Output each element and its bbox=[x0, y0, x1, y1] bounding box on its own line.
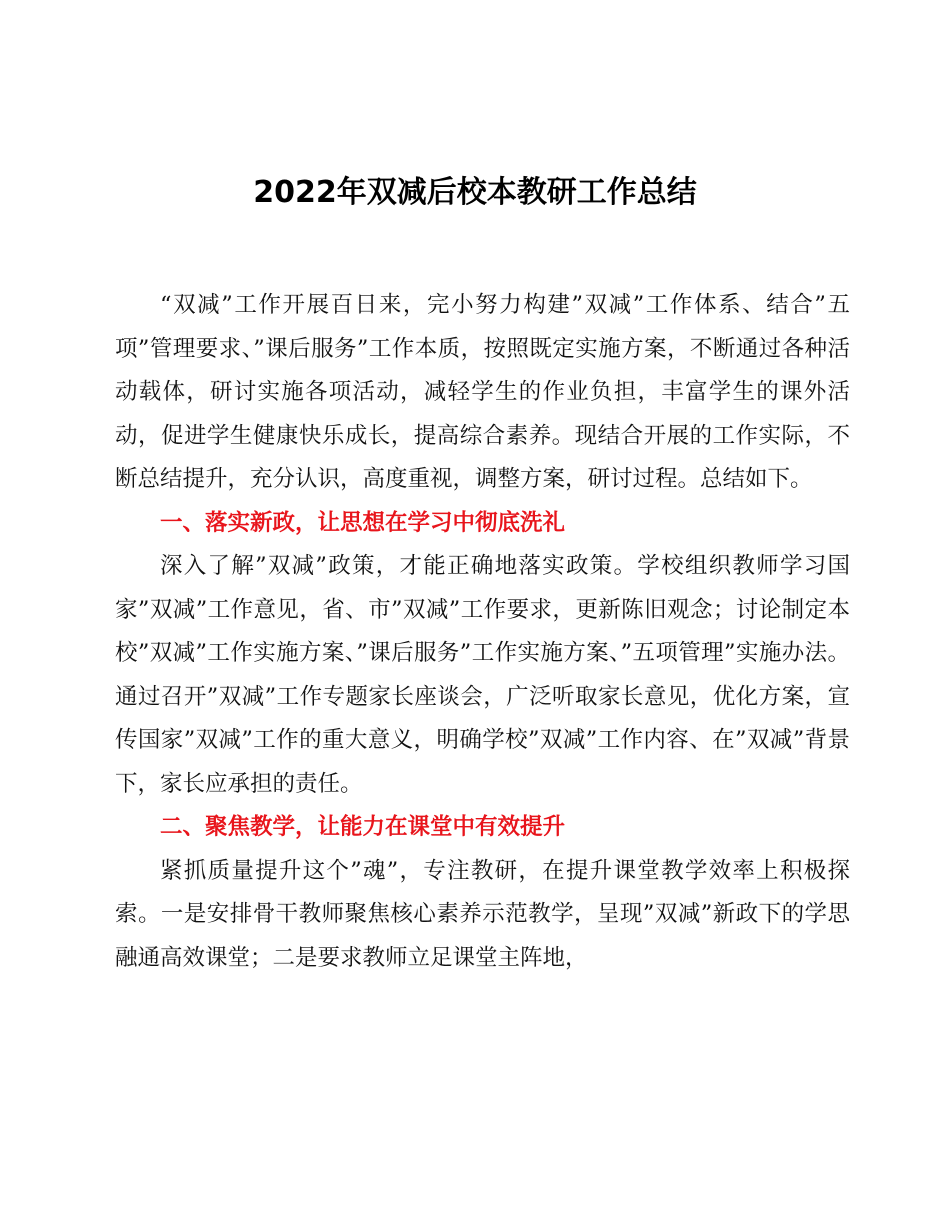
section-heading-2: 二、聚焦教学，让能力在课堂中有效提升 bbox=[160, 814, 566, 840]
section-paragraph-2: 紧抓质量提升这个”魂”，专注教研，在提升课堂教学效率上积极探索。一是安排骨干教师聚焦核心素养示范教学，呈现”双减”新政下的学思融通高效课堂；二是要求教师立足课堂主阵地， bbox=[115, 857, 850, 971]
document-title: 2022年双减后校本教研工作总结 bbox=[253, 175, 697, 210]
section-paragraph-1: 深入了解”双减”政策，才能正确地落实政策。学校组织教师学习国家”双减”工作意见，省、市”双减”工作要求，更新陈旧观念；讨论制定本校”双减”工作实施方案、”课后服务”工作实施方案、”五项管理”实施办法。通过召开”双减”工作专题家长座谈会，广泛听取家长意见，优化方案，宣传国家”双减”工作的重大意义，明确学校”双减”工作内容、在”双减”背景下，家长应承担的责任。 bbox=[115, 553, 850, 797]
section-heading-1: 一、落实新政，让思想在学习中彻底洗礼 bbox=[160, 509, 566, 536]
document-body bbox=[115, 284, 850, 980]
intro-paragraph: “双减”工作开展百日来，完小努力构建”双减”工作体系、结合”五项”管理要求、”课后服务”工作本质，按照既定实施方案，不断通过各种活动载体，研讨实施各项活动，减轻学生的作业负担，丰富学生的课外活动，促进学生健康快乐成长，提高综合素养。现结合开展的工作实际，不断总结提升，充分认识，高度重视，调整方案，研讨过程。总结如下。 bbox=[115, 292, 850, 492]
